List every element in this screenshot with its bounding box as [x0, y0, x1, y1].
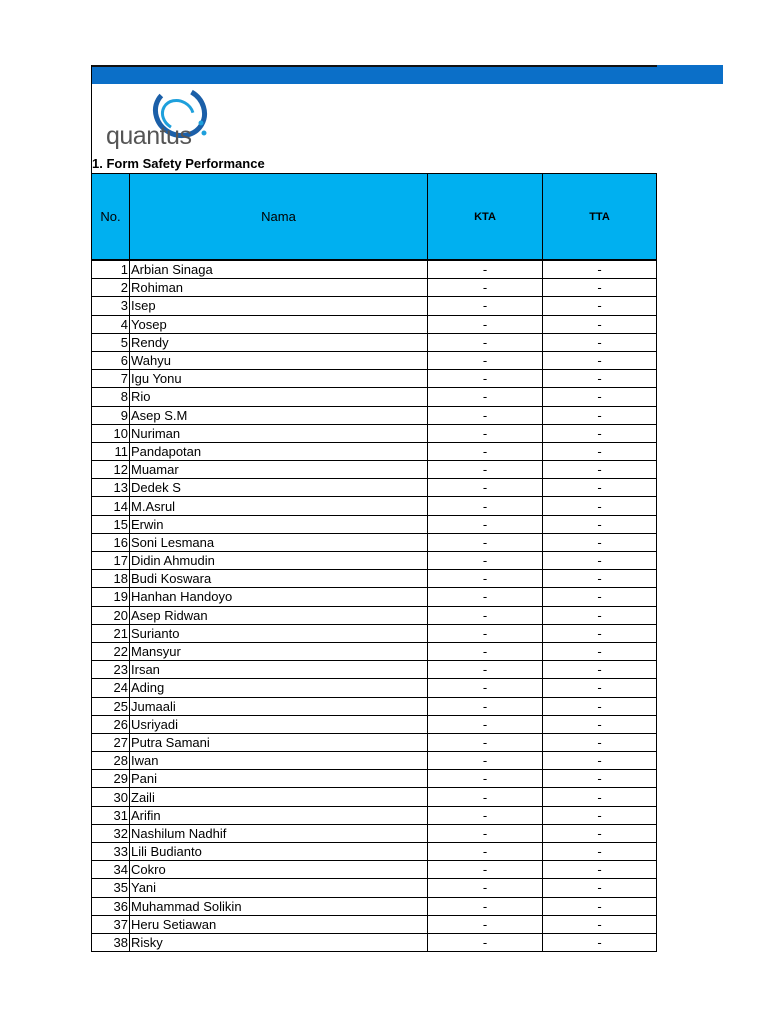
- row-kta: -: [428, 370, 543, 388]
- row-number: 32: [92, 824, 130, 842]
- row-kta: -: [428, 824, 543, 842]
- row-tta: -: [543, 552, 657, 570]
- table-row: [92, 388, 657, 406]
- row-tta: -: [543, 933, 657, 951]
- row-tta: -: [543, 879, 657, 897]
- row-number: 23: [92, 661, 130, 679]
- row-kta: -: [428, 333, 543, 351]
- table-row: [92, 279, 657, 297]
- row-tta: -: [543, 370, 657, 388]
- table-row: [92, 788, 657, 806]
- row-kta: -: [428, 351, 543, 369]
- row-tta: -: [543, 297, 657, 315]
- table-row: [92, 933, 657, 951]
- row-name: Rio: [130, 388, 428, 406]
- row-name: Erwin: [130, 515, 428, 533]
- table-row: [92, 861, 657, 879]
- row-tta: -: [543, 588, 657, 606]
- table-row: [92, 897, 657, 915]
- table-row: [92, 824, 657, 842]
- row-kta: -: [428, 879, 543, 897]
- row-name: Mansyur: [130, 642, 428, 660]
- row-tta: -: [543, 824, 657, 842]
- row-tta: -: [543, 624, 657, 642]
- row-tta: -: [543, 915, 657, 933]
- row-tta: -: [543, 442, 657, 460]
- row-name: Dedek S: [130, 479, 428, 497]
- row-tta: -: [543, 843, 657, 861]
- row-number: 19: [92, 588, 130, 606]
- quantus-logo: [104, 82, 214, 152]
- row-name: Rohiman: [130, 279, 428, 297]
- table-row: [92, 642, 657, 660]
- table-row: [92, 715, 657, 733]
- row-name: Wahyu: [130, 351, 428, 369]
- table-row: [92, 406, 657, 424]
- row-name: Irsan: [130, 661, 428, 679]
- row-number: 29: [92, 770, 130, 788]
- row-tta: -: [543, 533, 657, 551]
- row-name: Heru Setiawan: [130, 915, 428, 933]
- row-number: 3: [92, 297, 130, 315]
- table-row: [92, 315, 657, 333]
- row-number: 33: [92, 843, 130, 861]
- row-tta: -: [543, 770, 657, 788]
- row-name: Soni Lesmana: [130, 533, 428, 551]
- row-kta: -: [428, 770, 543, 788]
- row-tta: -: [543, 752, 657, 770]
- table-row: [92, 661, 657, 679]
- table-row: [92, 552, 657, 570]
- table-row: [92, 442, 657, 460]
- row-number: 10: [92, 424, 130, 442]
- row-kta: -: [428, 806, 543, 824]
- row-tta: -: [543, 461, 657, 479]
- row-name: Rendy: [130, 333, 428, 351]
- table-row: [92, 570, 657, 588]
- row-kta: -: [428, 279, 543, 297]
- row-kta: -: [428, 297, 543, 315]
- row-number: 27: [92, 733, 130, 751]
- table-row: [92, 770, 657, 788]
- row-number: 18: [92, 570, 130, 588]
- row-name: Jumaali: [130, 697, 428, 715]
- table-row: [92, 497, 657, 515]
- row-tta: -: [543, 351, 657, 369]
- row-tta: -: [543, 279, 657, 297]
- row-name: Yosep: [130, 315, 428, 333]
- row-kta: -: [428, 861, 543, 879]
- row-number: 9: [92, 406, 130, 424]
- row-kta: -: [428, 752, 543, 770]
- row-tta: -: [543, 315, 657, 333]
- row-tta: -: [543, 515, 657, 533]
- row-number: 13: [92, 479, 130, 497]
- logo-wordmark: quantus: [106, 122, 192, 150]
- row-kta: -: [428, 552, 543, 570]
- row-tta: -: [543, 715, 657, 733]
- row-kta: -: [428, 933, 543, 951]
- row-tta: -: [543, 788, 657, 806]
- table-row: [92, 879, 657, 897]
- table-row: [92, 461, 657, 479]
- row-name: Budi Koswara: [130, 570, 428, 588]
- row-tta: -: [543, 733, 657, 751]
- table-row: [92, 424, 657, 442]
- row-tta: -: [543, 606, 657, 624]
- row-name: Lili Budianto: [130, 843, 428, 861]
- column-header-nama: Nama: [130, 174, 428, 261]
- row-number: 15: [92, 515, 130, 533]
- table-row: [92, 297, 657, 315]
- row-number: 24: [92, 679, 130, 697]
- row-tta: -: [543, 497, 657, 515]
- row-tta: -: [543, 424, 657, 442]
- table-row: [92, 606, 657, 624]
- table-row: [92, 915, 657, 933]
- row-number: 1: [92, 260, 130, 279]
- row-number: 17: [92, 552, 130, 570]
- row-number: 2: [92, 279, 130, 297]
- table-row: [92, 260, 657, 279]
- row-name: Asep Ridwan: [130, 606, 428, 624]
- table-row: [92, 697, 657, 715]
- row-kta: -: [428, 697, 543, 715]
- row-name: Yani: [130, 879, 428, 897]
- section-title: 1. Form Safety Performance: [92, 156, 265, 171]
- row-tta: -: [543, 388, 657, 406]
- row-tta: -: [543, 406, 657, 424]
- row-kta: -: [428, 479, 543, 497]
- row-kta: -: [428, 642, 543, 660]
- row-tta: -: [543, 806, 657, 824]
- row-number: 34: [92, 861, 130, 879]
- table-row: [92, 333, 657, 351]
- row-kta: -: [428, 843, 543, 861]
- row-kta: -: [428, 406, 543, 424]
- row-kta: -: [428, 533, 543, 551]
- row-name: Usriyadi: [130, 715, 428, 733]
- table-row: [92, 370, 657, 388]
- row-name: Risky: [130, 933, 428, 951]
- row-kta: -: [428, 679, 543, 697]
- row-number: 30: [92, 788, 130, 806]
- row-name: Zaili: [130, 788, 428, 806]
- table-row: [92, 843, 657, 861]
- safety-performance-table: [91, 173, 657, 952]
- row-name: Muamar: [130, 461, 428, 479]
- row-number: 25: [92, 697, 130, 715]
- row-tta: -: [543, 897, 657, 915]
- row-name: Cokro: [130, 861, 428, 879]
- row-name: Pani: [130, 770, 428, 788]
- table-row: [92, 806, 657, 824]
- row-name: Isep: [130, 297, 428, 315]
- row-kta: -: [428, 606, 543, 624]
- row-kta: -: [428, 424, 543, 442]
- row-kta: -: [428, 260, 543, 279]
- row-kta: -: [428, 897, 543, 915]
- row-kta: -: [428, 442, 543, 460]
- row-number: 21: [92, 624, 130, 642]
- table-row: [92, 533, 657, 551]
- row-name: Hanhan Handoyo: [130, 588, 428, 606]
- row-kta: -: [428, 497, 543, 515]
- row-name: Arifin: [130, 806, 428, 824]
- row-kta: -: [428, 915, 543, 933]
- row-number: 12: [92, 461, 130, 479]
- table-row: [92, 733, 657, 751]
- row-kta: -: [428, 570, 543, 588]
- row-number: 22: [92, 642, 130, 660]
- row-number: 11: [92, 442, 130, 460]
- table-row: [92, 624, 657, 642]
- row-number: 4: [92, 315, 130, 333]
- row-name: Nuriman: [130, 424, 428, 442]
- row-number: 36: [92, 897, 130, 915]
- row-tta: -: [543, 333, 657, 351]
- row-name: Iwan: [130, 752, 428, 770]
- header-rule: [91, 65, 657, 67]
- row-number: 38: [92, 933, 130, 951]
- row-kta: -: [428, 624, 543, 642]
- row-number: 7: [92, 370, 130, 388]
- row-tta: -: [543, 661, 657, 679]
- row-kta: -: [428, 661, 543, 679]
- table-row: [92, 588, 657, 606]
- column-header-no: No.: [92, 174, 130, 261]
- row-number: 5: [92, 333, 130, 351]
- row-name: Putra Samani: [130, 733, 428, 751]
- row-name: Asep S.M: [130, 406, 428, 424]
- row-name: Arbian Sinaga: [130, 260, 428, 279]
- row-name: Muhammad Solikin: [130, 897, 428, 915]
- row-tta: -: [543, 260, 657, 279]
- table-row: [92, 351, 657, 369]
- table-body: [92, 260, 657, 952]
- row-number: 28: [92, 752, 130, 770]
- row-number: 8: [92, 388, 130, 406]
- row-number: 14: [92, 497, 130, 515]
- row-kta: -: [428, 788, 543, 806]
- row-kta: -: [428, 315, 543, 333]
- row-kta: -: [428, 515, 543, 533]
- row-tta: -: [543, 679, 657, 697]
- row-number: 16: [92, 533, 130, 551]
- row-number: 20: [92, 606, 130, 624]
- row-tta: -: [543, 570, 657, 588]
- row-name: Surianto: [130, 624, 428, 642]
- row-kta: -: [428, 388, 543, 406]
- row-tta: -: [543, 861, 657, 879]
- row-number: 35: [92, 879, 130, 897]
- row-kta: -: [428, 733, 543, 751]
- row-tta: -: [543, 479, 657, 497]
- row-kta: -: [428, 715, 543, 733]
- row-number: 31: [92, 806, 130, 824]
- row-name: Igu Yonu: [130, 370, 428, 388]
- row-number: 37: [92, 915, 130, 933]
- row-number: 6: [92, 351, 130, 369]
- row-kta: -: [428, 588, 543, 606]
- row-name: Didin Ahmudin: [130, 552, 428, 570]
- table-row: [92, 752, 657, 770]
- column-header-tta: TTA: [543, 174, 657, 261]
- table-row: [92, 515, 657, 533]
- table-row: [92, 479, 657, 497]
- row-name: Pandapotan: [130, 442, 428, 460]
- row-name: Nashilum Nadhif: [130, 824, 428, 842]
- row-name: Ading: [130, 679, 428, 697]
- row-number: 26: [92, 715, 130, 733]
- row-kta: -: [428, 461, 543, 479]
- row-tta: -: [543, 697, 657, 715]
- row-name: M.Asrul: [130, 497, 428, 515]
- table-row: [92, 679, 657, 697]
- column-header-kta: KTA: [428, 174, 543, 261]
- row-tta: -: [543, 642, 657, 660]
